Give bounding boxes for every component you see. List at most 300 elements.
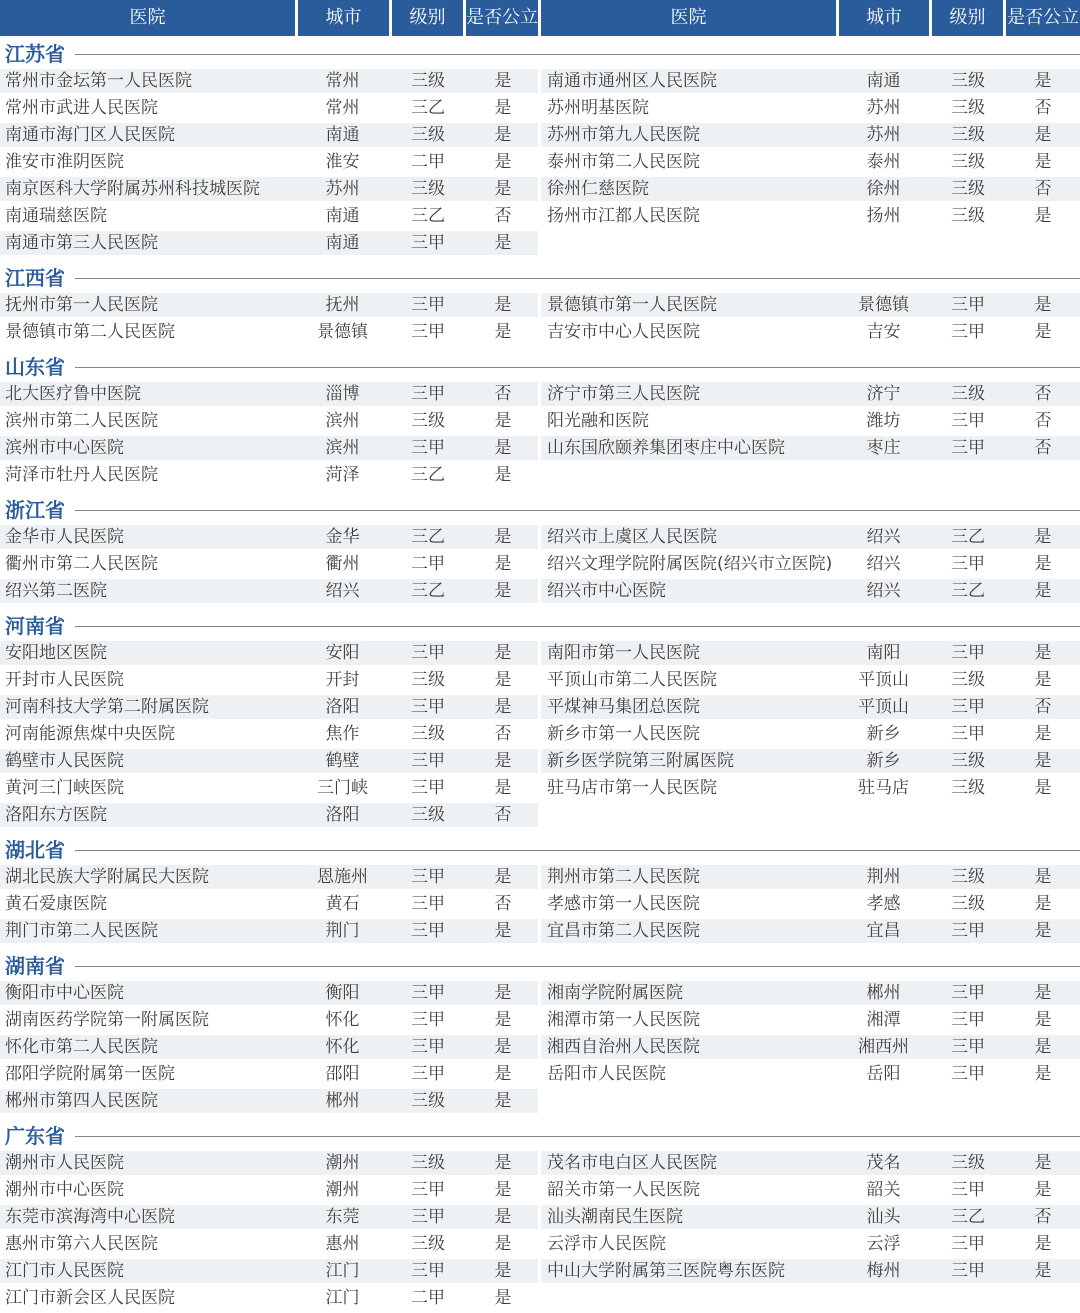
table-row — [0, 668, 1080, 695]
city: 金华 — [325, 527, 360, 547]
row-left-entry — [0, 1008, 538, 1032]
table-row — [0, 293, 1080, 320]
row-left-entry — [0, 123, 538, 147]
row-left-entry — [0, 409, 538, 433]
level: 三甲 — [411, 894, 445, 914]
public-status: 是 — [494, 643, 512, 663]
level: 三级 — [951, 125, 985, 145]
row-right-entry — [541, 981, 1080, 1005]
hospital-name: 岳阳市人民医院 — [547, 1064, 666, 1084]
row-right-entry — [541, 1151, 1080, 1175]
level: 三乙 — [951, 1207, 985, 1227]
city: 吉安 — [866, 322, 901, 342]
row-left-entry — [0, 722, 538, 746]
province-title: 江苏省 — [5, 42, 65, 66]
public-status: 否 — [494, 724, 512, 744]
public-status: 是 — [1034, 322, 1052, 342]
row-left-entry — [0, 1259, 538, 1283]
row-right-entry — [541, 1178, 1080, 1202]
hospital-name: 东莞市滨海湾中心医院 — [5, 1207, 175, 1227]
row-left-entry — [0, 892, 538, 916]
row-left-entry — [0, 204, 538, 228]
level: 三级 — [951, 206, 985, 226]
table-row — [0, 463, 1080, 490]
row-left-entry — [0, 552, 538, 576]
level: 三甲 — [951, 983, 985, 1003]
table-row — [0, 123, 1080, 150]
public-status: 是 — [494, 322, 512, 342]
level: 三甲 — [951, 438, 985, 458]
hospital-name: 河南科技大学第二附属医院 — [5, 697, 209, 717]
city: 云浮 — [866, 1234, 901, 1254]
hospital-name: 惠州市第六人民医院 — [5, 1234, 158, 1254]
hospital-name: 南通市海门区人民医院 — [5, 125, 175, 145]
public-status: 是 — [494, 1091, 512, 1111]
hospital-name: 江门市新会区人民医院 — [5, 1288, 175, 1308]
row-right-entry — [541, 150, 1080, 174]
public-status: 否 — [1034, 179, 1052, 199]
table-row — [0, 177, 1080, 204]
row-right-entry — [541, 749, 1080, 773]
row-right-entry — [541, 382, 1080, 406]
row-right-entry — [541, 722, 1080, 746]
city: 滨州 — [325, 438, 360, 458]
hospital-name: 平顶山市第二人民医院 — [547, 670, 717, 690]
row-right-entry — [541, 919, 1080, 943]
row-right-entry — [541, 579, 1080, 603]
city: 三门峡 — [317, 778, 368, 798]
city: 泰州 — [866, 152, 901, 172]
public-status: 是 — [494, 867, 512, 887]
city: 绍兴 — [866, 527, 901, 547]
province-section-header — [0, 495, 1080, 525]
public-status: 是 — [494, 71, 512, 91]
level: 二甲 — [411, 1288, 445, 1308]
hospital-name: 安阳地区医院 — [5, 643, 107, 663]
row-right-entry — [541, 463, 1080, 487]
city: 惠州 — [325, 1234, 360, 1254]
table-row — [0, 525, 1080, 552]
level: 三级 — [951, 778, 985, 798]
hospital-name: 江门市人民医院 — [5, 1261, 124, 1281]
table-row — [0, 1035, 1080, 1062]
city: 抚州 — [325, 295, 360, 315]
hospital-name: 郴州市第四人民医院 — [5, 1091, 158, 1111]
row-right-entry — [541, 552, 1080, 576]
table-row — [0, 320, 1080, 347]
table-row — [0, 409, 1080, 436]
hospital-name: 汕头潮南民生医院 — [547, 1207, 683, 1227]
city: 南阳 — [866, 643, 901, 663]
row-right-entry — [541, 177, 1080, 201]
city: 郴州 — [325, 1091, 360, 1111]
row-left-entry — [0, 463, 538, 487]
hospital-name: 南通瑞慈医院 — [5, 206, 107, 226]
header-public-left: 是否公立 — [466, 0, 538, 36]
city: 东莞 — [325, 1207, 360, 1227]
hospital-name: 湘潭市第一人民医院 — [547, 1010, 700, 1030]
hospital-name: 湖北民族大学附属民大医院 — [5, 867, 209, 887]
public-status: 是 — [1034, 1010, 1052, 1030]
row-left-entry — [0, 668, 538, 692]
hospital-name: 新乡市第一人民医院 — [547, 724, 700, 744]
table-row — [0, 69, 1080, 96]
public-status: 是 — [1034, 125, 1052, 145]
table-row — [0, 1205, 1080, 1232]
level: 三甲 — [951, 921, 985, 941]
public-status: 是 — [494, 98, 512, 118]
row-right-entry — [541, 204, 1080, 228]
hospital-name: 衡阳市中心医院 — [5, 983, 124, 1003]
level: 三甲 — [951, 724, 985, 744]
public-status: 是 — [494, 1261, 512, 1281]
hospital-name: 南通市第三人民医院 — [5, 233, 158, 253]
row-right-entry — [541, 69, 1080, 93]
level: 三级 — [411, 125, 445, 145]
public-status: 是 — [1034, 71, 1052, 91]
public-status: 是 — [1034, 527, 1052, 547]
city: 荆州 — [866, 867, 901, 887]
level: 三乙 — [951, 527, 985, 547]
city: 淄博 — [325, 384, 360, 404]
level: 三甲 — [411, 697, 445, 717]
hospital-name: 邵阳学院附属第一医院 — [5, 1064, 175, 1084]
level: 三级 — [951, 71, 985, 91]
section-divider — [75, 278, 1080, 279]
row-left-entry — [0, 231, 538, 255]
public-status: 是 — [494, 1234, 512, 1254]
row-left-entry — [0, 1232, 538, 1256]
hospital-name: 金华市人民医院 — [5, 527, 124, 547]
row-left-entry — [0, 1205, 538, 1229]
hospital-name: 驻马店市第一人民医院 — [547, 778, 717, 798]
city: 苏州 — [325, 179, 360, 199]
public-status: 是 — [1034, 643, 1052, 663]
table-row — [0, 1151, 1080, 1178]
hospital-name: 潮州市人民医院 — [5, 1153, 124, 1173]
level: 三甲 — [411, 1180, 445, 1200]
hospital-name: 苏州市第九人民医院 — [547, 125, 700, 145]
level: 三级 — [411, 1153, 445, 1173]
hospital-name: 荆州市第二人民医院 — [547, 867, 700, 887]
row-right-entry — [541, 1205, 1080, 1229]
level: 三级 — [411, 179, 445, 199]
hospital-name: 南阳市第一人民医院 — [547, 643, 700, 663]
hospital-name: 孝感市第一人民医院 — [547, 894, 700, 914]
level: 三甲 — [411, 1010, 445, 1030]
table-row — [0, 579, 1080, 606]
city: 汕头 — [866, 1207, 901, 1227]
public-status: 是 — [494, 751, 512, 771]
hospital-name: 鹤壁市人民医院 — [5, 751, 124, 771]
section-divider — [75, 1136, 1080, 1137]
level: 三级 — [951, 894, 985, 914]
level: 三级 — [951, 98, 985, 118]
public-status: 是 — [1034, 581, 1052, 601]
level: 三甲 — [951, 322, 985, 342]
level: 三级 — [951, 179, 985, 199]
city: 邵阳 — [325, 1064, 360, 1084]
level: 三级 — [951, 867, 985, 887]
city: 南通 — [866, 71, 901, 91]
row-right-entry — [541, 1062, 1080, 1086]
row-left-entry — [0, 96, 538, 120]
public-status: 否 — [1034, 384, 1052, 404]
city: 绍兴 — [866, 581, 901, 601]
public-status: 是 — [1034, 206, 1052, 226]
level: 三甲 — [951, 697, 985, 717]
public-status: 是 — [1034, 724, 1052, 744]
level: 三级 — [411, 71, 445, 91]
public-status: 是 — [1034, 867, 1052, 887]
city: 怀化 — [325, 1037, 360, 1057]
row-right-entry — [541, 1008, 1080, 1032]
public-status: 是 — [494, 1207, 512, 1227]
hospital-name: 潮州市中心医院 — [5, 1180, 124, 1200]
level: 三甲 — [951, 1180, 985, 1200]
row-right-entry — [541, 776, 1080, 800]
row-right-entry — [541, 293, 1080, 317]
row-right-entry — [541, 1232, 1080, 1256]
row-left-entry — [0, 803, 538, 827]
table-row — [0, 1008, 1080, 1035]
city: 衡阳 — [325, 983, 360, 1003]
city: 洛阳 — [325, 805, 360, 825]
row-right-entry — [541, 1286, 1080, 1310]
level: 三甲 — [411, 1064, 445, 1084]
table-row — [0, 1062, 1080, 1089]
hospital-name: 淮安市淮阴医院 — [5, 152, 124, 172]
province-title: 河南省 — [5, 614, 65, 638]
level: 三甲 — [951, 1261, 985, 1281]
table-row — [0, 892, 1080, 919]
level: 三甲 — [411, 1261, 445, 1281]
row-left-entry — [0, 150, 538, 174]
level: 三乙 — [411, 206, 445, 226]
header-hospital-right: 医院 — [541, 0, 836, 36]
header-city-left: 城市 — [298, 0, 389, 36]
city: 湘潭 — [866, 1010, 901, 1030]
province-title: 江西省 — [5, 266, 65, 290]
city: 济宁 — [866, 384, 901, 404]
table-row — [0, 722, 1080, 749]
public-status: 是 — [1034, 670, 1052, 690]
hospital-name: 开封市人民医院 — [5, 670, 124, 690]
public-status: 是 — [1034, 894, 1052, 914]
public-status: 是 — [494, 125, 512, 145]
city: 恩施州 — [317, 867, 368, 887]
level: 三甲 — [411, 751, 445, 771]
city: 郴州 — [866, 983, 901, 1003]
row-right-entry — [541, 96, 1080, 120]
city: 荆门 — [325, 921, 360, 941]
table-row — [0, 552, 1080, 579]
row-left-entry — [0, 749, 538, 773]
table-row — [0, 803, 1080, 830]
hospital-name: 绍兴第二医院 — [5, 581, 107, 601]
public-status: 否 — [494, 894, 512, 914]
public-status: 是 — [1034, 778, 1052, 798]
level: 二甲 — [411, 554, 445, 574]
public-status: 是 — [494, 1037, 512, 1057]
table-row — [0, 749, 1080, 776]
row-left-entry — [0, 776, 538, 800]
province-title: 山东省 — [5, 355, 65, 379]
hospital-name: 吉安市中心人民医院 — [547, 322, 700, 342]
hospital-name: 荆门市第二人民医院 — [5, 921, 158, 941]
level: 三级 — [951, 670, 985, 690]
row-left-entry — [0, 641, 538, 665]
row-right-entry — [541, 695, 1080, 719]
hospital-name: 湖南医药学院第一附属医院 — [5, 1010, 209, 1030]
public-status: 是 — [494, 295, 512, 315]
public-status: 是 — [494, 465, 512, 485]
city: 宜昌 — [866, 921, 901, 941]
level: 三乙 — [951, 581, 985, 601]
public-status: 是 — [1034, 1153, 1052, 1173]
public-status: 否 — [1034, 438, 1052, 458]
level: 三甲 — [951, 1037, 985, 1057]
hospital-name: 南京医科大学附属苏州科技城医院 — [5, 179, 260, 199]
province-title: 湖北省 — [5, 838, 65, 862]
province-section-header — [0, 1121, 1080, 1151]
table-row — [0, 436, 1080, 463]
city: 常州 — [325, 98, 360, 118]
city: 景德镇 — [858, 295, 909, 315]
table-row — [0, 231, 1080, 258]
level: 三乙 — [411, 527, 445, 547]
hospital-name: 衢州市第二人民医院 — [5, 554, 158, 574]
row-right-entry — [541, 525, 1080, 549]
level: 三甲 — [411, 983, 445, 1003]
public-status: 是 — [494, 554, 512, 574]
header-level-left: 级别 — [392, 0, 463, 36]
public-status: 否 — [1034, 1207, 1052, 1227]
public-status: 是 — [494, 1010, 512, 1030]
city: 江门 — [325, 1261, 360, 1281]
level: 三甲 — [411, 921, 445, 941]
row-right-entry — [541, 123, 1080, 147]
row-right-entry — [541, 803, 1080, 827]
public-status: 是 — [494, 411, 512, 431]
header-hospital-left: 医院 — [0, 0, 295, 36]
city: 潮州 — [325, 1153, 360, 1173]
city: 南通 — [325, 125, 360, 145]
hospital-name: 平煤神马集团总医院 — [547, 697, 700, 717]
row-left-entry — [0, 1089, 538, 1113]
public-status: 是 — [494, 1288, 512, 1308]
city: 梅州 — [866, 1261, 901, 1281]
province-title: 广东省 — [5, 1124, 65, 1148]
hospital-name: 济宁市第三人民医院 — [547, 384, 700, 404]
public-status: 是 — [494, 1064, 512, 1084]
city: 平顶山 — [858, 697, 909, 717]
hospital-name: 抚州市第一人民医院 — [5, 295, 158, 315]
hospital-name: 湘南学院附属医院 — [547, 983, 683, 1003]
row-left-entry — [0, 1062, 538, 1086]
province-title: 湖南省 — [5, 954, 65, 978]
section-divider — [75, 367, 1080, 368]
city: 怀化 — [325, 1010, 360, 1030]
hospital-name: 绍兴市上虞区人民医院 — [547, 527, 717, 547]
city: 茂名 — [866, 1153, 901, 1173]
level: 三甲 — [951, 554, 985, 574]
public-status: 是 — [494, 438, 512, 458]
row-left-entry — [0, 865, 538, 889]
city: 苏州 — [866, 98, 901, 118]
public-status: 否 — [1034, 411, 1052, 431]
hospital-name: 苏州明基医院 — [547, 98, 649, 118]
level: 三乙 — [411, 98, 445, 118]
row-right-entry — [541, 1089, 1080, 1113]
public-status: 是 — [1034, 1180, 1052, 1200]
hospital-name: 景德镇市第一人民医院 — [547, 295, 717, 315]
table-row — [0, 865, 1080, 892]
row-left-entry — [0, 919, 538, 943]
level: 三甲 — [411, 322, 445, 342]
public-status: 是 — [494, 233, 512, 253]
level: 三甲 — [411, 778, 445, 798]
public-status: 否 — [494, 805, 512, 825]
city: 新乡 — [866, 751, 901, 771]
hospital-name: 常州市武进人民医院 — [5, 98, 158, 118]
city: 滨州 — [325, 411, 360, 431]
row-left-entry — [0, 177, 538, 201]
section-divider — [75, 626, 1080, 627]
city: 绍兴 — [866, 554, 901, 574]
hospital-name: 河南能源焦煤中央医院 — [5, 724, 175, 744]
public-status: 是 — [494, 778, 512, 798]
table-row — [0, 641, 1080, 668]
table-row — [0, 1232, 1080, 1259]
row-right-entry — [541, 1259, 1080, 1283]
province-section-header — [0, 835, 1080, 865]
level: 三级 — [411, 411, 445, 431]
city: 常州 — [325, 71, 360, 91]
city: 衢州 — [325, 554, 360, 574]
level: 三甲 — [411, 295, 445, 315]
table-row — [0, 382, 1080, 409]
level: 三乙 — [411, 581, 445, 601]
city: 焦作 — [325, 724, 360, 744]
section-divider — [75, 510, 1080, 511]
public-status: 是 — [494, 581, 512, 601]
public-status: 是 — [494, 527, 512, 547]
level: 三甲 — [951, 643, 985, 663]
city: 淮安 — [325, 152, 360, 172]
hospital-name: 扬州市江都人民医院 — [547, 206, 700, 226]
province-title: 浙江省 — [5, 498, 65, 522]
city: 潍坊 — [866, 411, 901, 431]
level: 三级 — [951, 751, 985, 771]
level: 三甲 — [951, 1010, 985, 1030]
level: 三级 — [411, 805, 445, 825]
level: 三级 — [951, 152, 985, 172]
city: 徐州 — [866, 179, 901, 199]
city: 南通 — [325, 233, 360, 253]
city: 孝感 — [866, 894, 901, 914]
hospital-name: 新乡医学院第三附属医院 — [547, 751, 734, 771]
hospital-name: 滨州市第二人民医院 — [5, 411, 158, 431]
city: 菏泽 — [325, 465, 360, 485]
hospital-name: 景德镇市第二人民医院 — [5, 322, 175, 342]
table-row — [0, 1259, 1080, 1286]
level: 三甲 — [411, 1037, 445, 1057]
row-left-entry — [0, 695, 538, 719]
row-left-entry — [0, 382, 538, 406]
level: 三级 — [411, 670, 445, 690]
hospital-name: 宜昌市第二人民医院 — [547, 921, 700, 941]
